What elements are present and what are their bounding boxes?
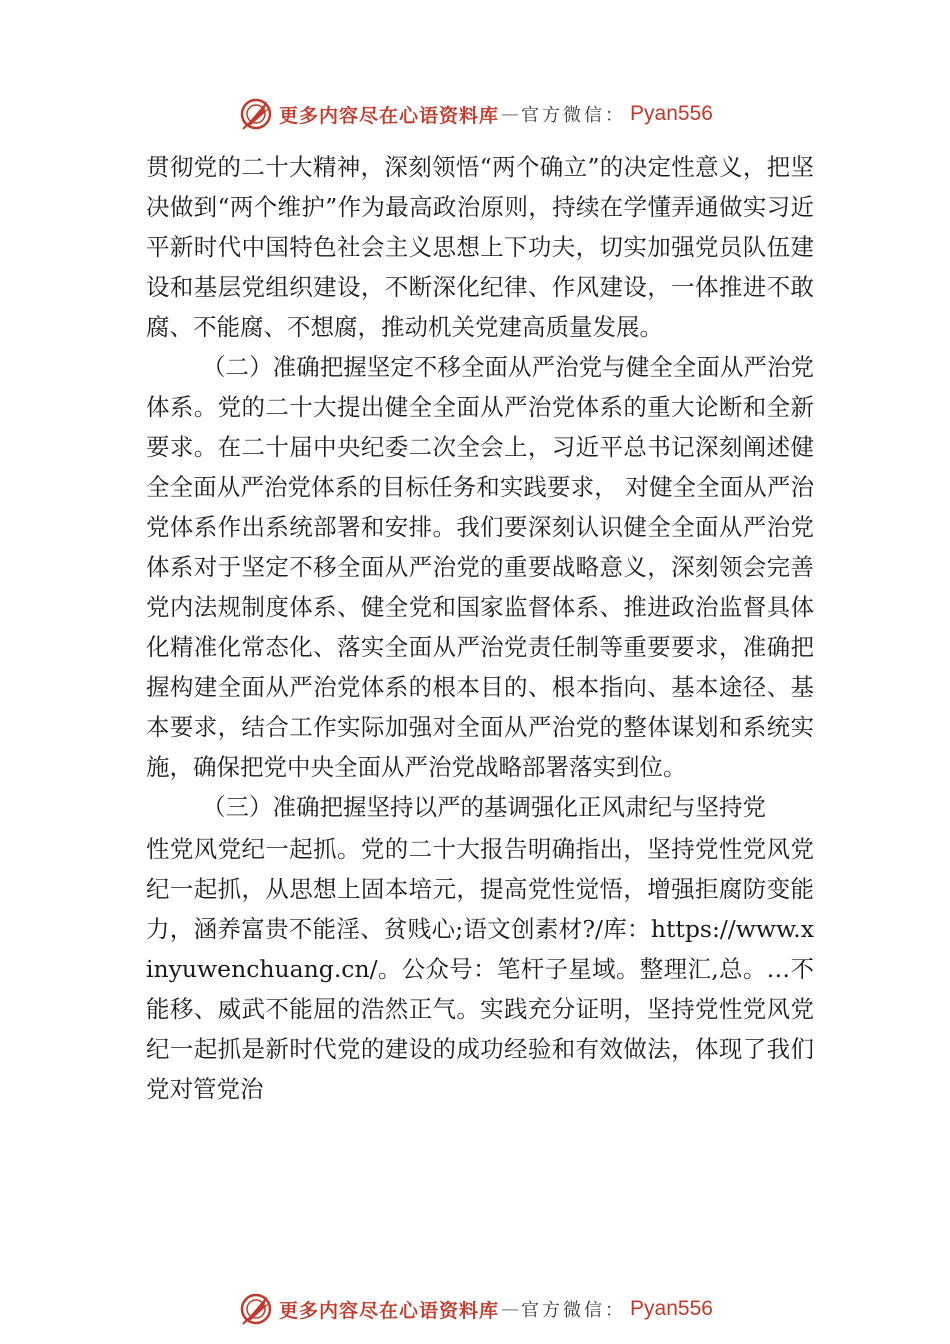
footer-wechat-label: 官方微信： <box>521 1300 627 1321</box>
paragraph-section-three-heading: （三）准确把握坚持以严的基调强化正风肃纪与坚持党 <box>202 793 766 821</box>
header-watermark-banner <box>0 92 950 136</box>
quill-pen-logo-icon <box>237 1290 275 1328</box>
header-brand-text: 更多内容尽在心语资料库 <box>279 104 500 127</box>
footer-dash: — <box>501 1298 520 1320</box>
header-wechat-label: 官方微信： <box>521 105 627 126</box>
footer-brand-text: 更多内容尽在心语资料库 <box>279 1299 500 1322</box>
paragraph-continued-intro: 贯彻党的二十大精神，深刻领悟“两个确立”的决定性意义，把坚决做到“两个维护”作为最高政治原则，持续在学懂弄通做实习近平新时代中国特色社会主义思想上下功夫，切实加强党员队伍建设和基层党组织建设，不断深化纪律、作风建设，一体推进不敢腐、不能腐、不想腐，推动机关党建高质量发展。 <box>146 153 814 341</box>
paragraph-section-three-body: 性党风党纪一起抓。党的二十大报告明确指出，坚持党性党风党纪一起抓，从思想上固本培元，提高党性觉悟，增强拒腐防变能力，涵养富贵不能淫、贫贱心;语文创素材?/库：https://www.xinyuwenchuang.cn/。公众号：笔杆子星域。整理汇,总。…不能移、威武不能屈的浩然正气。实践充分证明，坚持党性党风党纪一起抓是新时代党的建设的成功经验和有效做法，体现了我们党对管党治 <box>146 835 814 1103</box>
quill-pen-logo-icon <box>237 95 275 133</box>
footer-watermark-banner <box>0 1287 950 1331</box>
paragraph-section-two: （二）准确把握坚定不移全面从严治党与健全全面从严治党体系。党的二十大提出健全全面从严治党体系的重大论断和全新要求。在二十届中央纪委二次全会上，习近平总书记深刻阐述健全全面从严治党体系的目标任务和实践要求， 对健全全面从严治党体系作出系统部署和安排。我们要深刻认识健全全面从严治党体系对于坚定不移全面从严治党的重要战略意义，深刻领会完善党内法规制度体系、健全党和国家监督体系、推进政治监督具体化精准化常态化、落实全面从严治党责任制等重要要求，准确把握构建全面从严治党体系的根本目的、根本指向、基本途径、基本要求，结合工作实际加强对全面从严治党的整体谋划和系统实施，确保把党中央全面从严治党战略部署落实到位。 <box>146 353 814 781</box>
header-dash: — <box>501 103 520 125</box>
footer-wechat-id: Pyan556 <box>630 1297 713 1320</box>
header-wechat-id: Pyan556 <box>630 102 713 125</box>
document-body <box>146 147 814 1109</box>
